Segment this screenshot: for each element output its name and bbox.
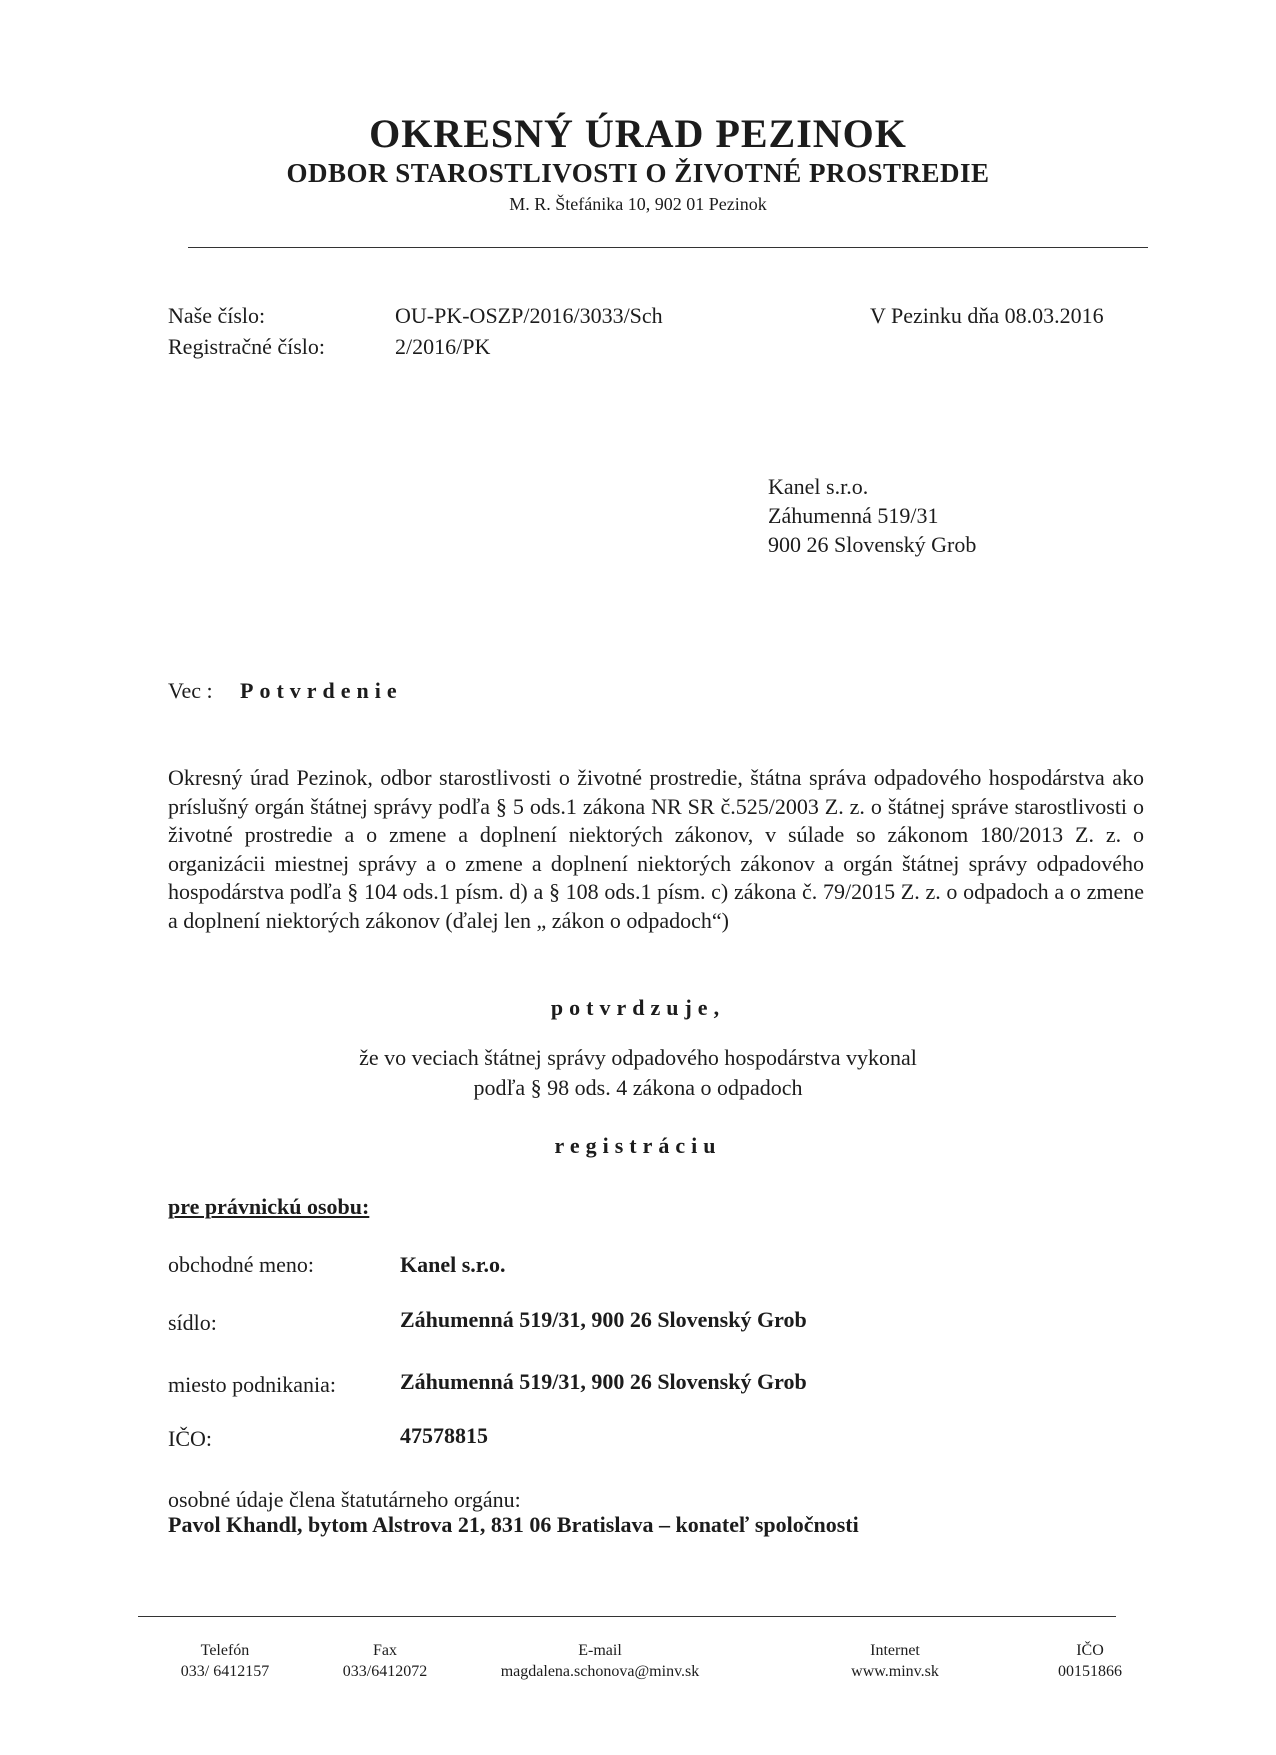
ico-label: IČO: [168,1426,212,1451]
footer-fax [320,1640,450,1682]
recipient-street: Záhumenná 519/31 [768,503,939,528]
confirms-heading: potvrdzuje, [550,995,726,1020]
trade-name-label: obchodné meno: [168,1252,315,1277]
footer-email-value[interactable]: magdalena.schonova@minv.sk [500,1663,700,1680]
subject-value: Potvrdenie [240,678,403,703]
ico-value: 47578815 [400,1423,488,1448]
footer-divider [138,1616,1116,1617]
footer-fax-value: 033/6412072 [342,1663,428,1680]
statutory-label: osobné údaje člena štatutárneho orgánu: [168,1487,521,1512]
header-divider [188,247,1148,248]
recipient-name: Kanel s.r.o. [768,474,869,499]
footer-email-label: E-mail [578,1642,622,1659]
place-date: V Pezinku dňa 08.03.2016 [870,303,1104,328]
our-number-label: Naše číslo: [168,303,266,328]
registration-number-label: Registračné číslo: [168,334,326,359]
footer-ico-label: IČO [1076,1642,1104,1659]
footer-ico [1040,1640,1140,1682]
business-place-label: miesto podnikania: [168,1372,337,1397]
body-paragraph: Okresný úrad Pezinok, odbor starostlivosti o životné prostredie, štátna správa odpadového hospodárstva ako príslušný orgán štátnej správy podľa § 5 ods.1 zákona NR SR č.525/2003 Z. z. o štátnej správe starostlivosti o životné prostredie a o zmene a doplnení niektorých zákonov, v súlade so zákonom 180/2013 Z. z. o organizácii miestnej správy a o zmene a doplnení niektorých zákonov a orgán štátnej správy odpadového hospodárstva podľa § 104 ods.1 písm. d) a § 108 ods.1 písm. c) zákona č. 79/2015 Z. z. o odpadoch a o zmene a doplnení niektorých zákonov (ďalej len „ zákon o odpadoch“) [168,765,1144,933]
footer-internet [830,1640,960,1682]
footer-internet-value[interactable]: www.minv.sk [851,1663,939,1680]
entity-section-title: pre právnickú osobu: [168,1194,370,1219]
seat-value: Záhumenná 519/31, 900 26 Slovenský Grob [400,1307,807,1332]
statement-line-1: že vo veciach štátnej správy odpadového hospodárstva vykonal [359,1045,917,1070]
subject-label: Vec : [168,678,213,703]
footer-phone [160,1640,290,1682]
footer-internet-label: Internet [870,1642,920,1659]
department-title: ODBOR STAROSTLIVOSTI O ŽIVOTNÉ PROSTREDIE [286,158,990,188]
our-number-value: OU-PK-OSZP/2016/3033/Sch [395,303,663,328]
footer-email [480,1640,720,1682]
seat-label: sídlo: [168,1310,217,1335]
footer-phone-label: Telefón [200,1642,250,1659]
office-title: OKRESNÝ ÚRAD PEZINOK [369,111,907,156]
registration-number-value: 2/2016/PK [395,334,491,359]
footer-phone-value: 033/ 6412157 [180,1663,270,1680]
footer-ico-value: 00151866 [1058,1663,1122,1680]
statutory-value: Pavol Khandl, bytom Alstrova 21, 831 06 Bratislava – konateľ spoločnosti [168,1512,859,1537]
recipient-city: 900 26 Slovenský Grob [768,532,977,557]
trade-name-value: Kanel s.r.o. [400,1252,506,1277]
office-address: M. R. Štefánika 10, 902 01 Pezinok [509,194,767,214]
statement-line-2: podľa § 98 ods. 4 zákona o odpadoch [473,1075,803,1100]
registration-heading: registráciu [554,1133,722,1158]
business-place-value: Záhumenná 519/31, 900 26 Slovenský Grob [400,1369,807,1394]
footer-fax-label: Fax [373,1642,397,1659]
